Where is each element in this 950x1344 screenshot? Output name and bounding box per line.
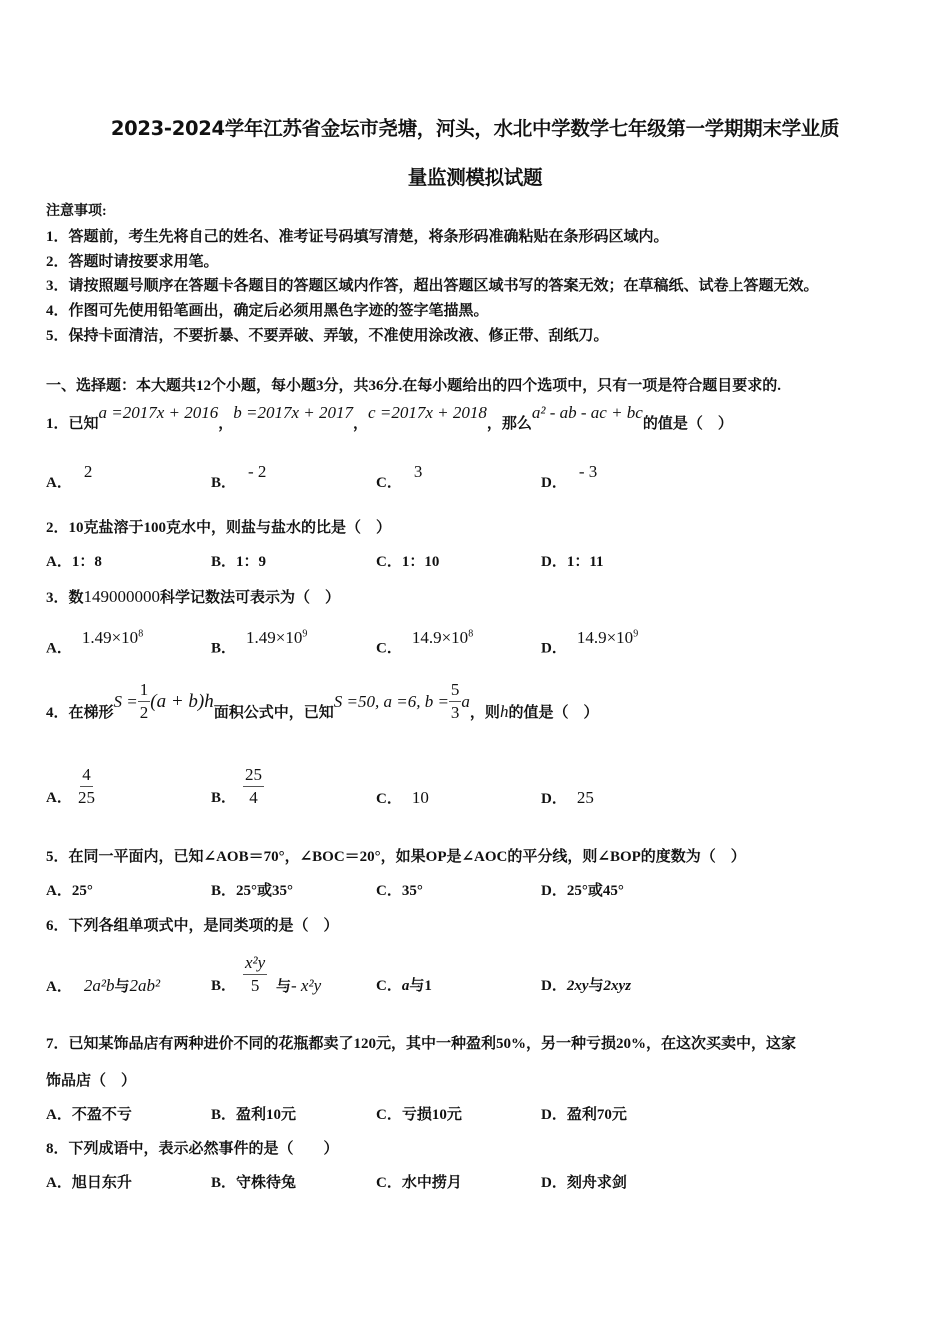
note-item: 4．作图可先使用铅笔画出，确定后必须用黑色字迹的签字笔描黑。 [46, 303, 489, 319]
question-4-stem [46, 680, 599, 737]
fraction-numerator: 5 [449, 679, 462, 702]
note-item: 3．请按照题号顺序在答题卡各题目的答题区域内作答，超出答题区域书写的答案无效；在草稿纸、试卷上答题无效。 [46, 278, 819, 294]
note-item: 1．答题前，考生先将自己的姓名、准考证号码填写清楚，将条形码准确粘贴在条形码区域内。 [46, 229, 669, 245]
q4-text: 的值是（ ） [508, 705, 599, 721]
option-label: B． [211, 554, 237, 570]
option-value: 1：10 [401, 554, 440, 570]
connector: 与 [114, 979, 130, 995]
option-label: D． [541, 640, 567, 657]
option-b[interactable] [211, 976, 236, 996]
option-label: A． [46, 554, 72, 570]
option-label: D． [541, 554, 567, 570]
fraction-denominator: 3 [450, 703, 460, 723]
option-a[interactable] [46, 881, 93, 901]
q1-text: 的值是（ ） [642, 416, 733, 432]
q1-sep: ， [218, 416, 234, 432]
formula: S = [113, 692, 138, 711]
monomial: 2a²b [83, 976, 115, 995]
option-label: B． [211, 640, 237, 657]
q1-sep: ， [353, 416, 369, 432]
exponent: 9 [302, 628, 308, 639]
q1-text: 1．已知 [46, 416, 99, 432]
option-value: 1：11 [566, 554, 604, 570]
option-d[interactable] [541, 462, 598, 493]
monomial: 1 [424, 978, 432, 994]
option-label: D． [541, 978, 567, 994]
option-b-rest [276, 976, 321, 997]
option-b[interactable] [211, 1105, 296, 1125]
number: 149000000 [83, 587, 161, 606]
question-7-stem-cont: 饰品店（ ） [46, 1073, 137, 1089]
option-value: 25 [576, 788, 594, 807]
option-label: A． [46, 1107, 72, 1123]
option-value: 守株待兔 [236, 1175, 297, 1191]
connector: 与 [276, 979, 292, 995]
option-b-fraction [243, 764, 264, 809]
option-value: 1.49×10 [81, 627, 139, 647]
option-label: C． [376, 475, 402, 491]
variable-h: h [499, 702, 509, 721]
option-b-fraction [243, 952, 267, 997]
option-value: 盈利10元 [236, 1107, 297, 1123]
option-a-fraction [78, 764, 95, 809]
option-d[interactable] [541, 627, 639, 659]
option-label: A． [46, 790, 72, 806]
option-value: 35° [401, 883, 423, 899]
option-d[interactable] [541, 976, 631, 996]
option-value: 25° [71, 883, 93, 899]
fraction-denominator: 5 [250, 976, 260, 995]
fraction-denominator: 2 [139, 703, 149, 723]
question-2-stem: 2．10克盐溶于100克水中，则盐与盐水的比是（ ） [46, 520, 392, 536]
exam-title-line-2: 量监测模拟试题 [407, 166, 543, 189]
option-label: A． [46, 883, 72, 899]
option-value: 25°或35° [236, 883, 294, 899]
fraction-numerator: x²y [243, 952, 267, 975]
option-c[interactable] [376, 552, 439, 572]
option-c[interactable] [376, 627, 474, 659]
option-value: 25°或45° [566, 883, 624, 899]
q4-text: 面积公式中，已知 [213, 705, 334, 721]
fraction-denominator: 4 [249, 788, 258, 807]
formula-expression: a² - ab - ac + bc [531, 403, 643, 422]
option-label: C． [376, 554, 402, 570]
option-label: A． [46, 979, 72, 995]
option-label: C． [376, 883, 402, 899]
option-b[interactable] [211, 1173, 296, 1193]
question-5-stem: 5．在同一平面内，已知∠AOB＝70°，∠BOC＝20°，如果OP是∠AOC的平分线，则∠BOP的度数为（ ） [46, 849, 746, 865]
option-value: 旭日东升 [71, 1175, 132, 1191]
option-value: 14.9×10 [576, 627, 634, 647]
option-value: - 2 [248, 462, 267, 481]
monomial: 2xyz [603, 978, 632, 994]
option-a[interactable] [46, 627, 144, 659]
option-label: C． [376, 1175, 402, 1191]
option-d[interactable] [541, 1173, 627, 1193]
option-label: C． [376, 1107, 402, 1123]
fraction-denominator: 25 [78, 788, 95, 807]
connector: 与 [409, 978, 425, 994]
formula: a [461, 692, 470, 711]
option-d[interactable] [541, 1105, 627, 1125]
question-7-stem: 7．已知某饰品店有两种进价不同的花瓶都卖了120元，其中一种盈利50%，另一种亏损20%，在这次买卖中，这家 [46, 1036, 797, 1052]
formula-a: a =2017x + 2016 [98, 403, 219, 422]
option-value: - 3 [578, 462, 598, 481]
option-label: A． [46, 1175, 72, 1191]
option-value: 10 [411, 788, 429, 807]
option-value: 不盈不亏 [71, 1107, 132, 1123]
note-item: 5．保持卡面清洁，不要折暴、不要弄破、弄皱，不准使用涂改液、修正带、刮纸刀。 [46, 328, 609, 344]
option-a[interactable] [46, 788, 72, 808]
fraction-numerator: 1 [138, 679, 151, 702]
formula-b: b =2017x + 2017 [233, 403, 354, 422]
option-value: 1：8 [71, 554, 102, 570]
monomial: a [401, 978, 410, 994]
option-d[interactable] [541, 552, 604, 572]
option-b[interactable] [211, 462, 267, 493]
option-c[interactable] [376, 881, 423, 901]
question-3-stem [46, 587, 340, 608]
option-value: 盈利70元 [566, 1107, 627, 1123]
note-item: 2．答题时请按要求用笔。 [46, 254, 219, 270]
option-a[interactable] [46, 552, 102, 572]
option-label: B． [211, 1107, 237, 1123]
option-label: D． [541, 883, 567, 899]
option-a[interactable] [46, 1173, 132, 1193]
option-b[interactable] [211, 881, 293, 901]
option-d[interactable] [541, 788, 594, 809]
q1-text: ，那么 [486, 416, 532, 432]
option-label: D． [541, 1175, 567, 1191]
q4-text: ，则 [469, 705, 500, 721]
formula: S =50, a =6, b = [333, 692, 449, 711]
question-1-stem [46, 403, 733, 434]
option-c[interactable] [376, 462, 423, 493]
option-label: B． [211, 475, 237, 491]
option-value: 刻舟求剑 [566, 1175, 627, 1191]
option-label: B． [211, 883, 237, 899]
q3-text: 科学记数法可表示为（ ） [160, 590, 341, 606]
fraction-numerator: 25 [243, 764, 264, 787]
option-label: D． [541, 475, 567, 491]
option-value: 1：9 [236, 554, 267, 570]
option-c[interactable] [376, 976, 432, 996]
option-label: A． [46, 640, 72, 657]
option-value: 14.9×10 [411, 627, 469, 647]
question-8-stem: 8．下列成语中，表示必然事件的是（ ） [46, 1141, 339, 1157]
exponent: 8 [138, 628, 144, 639]
monomial: 2ab² [129, 976, 161, 995]
option-c[interactable] [376, 1173, 462, 1193]
option-a[interactable] [46, 462, 93, 493]
option-label: C． [376, 791, 402, 807]
formula-c: c =2017x + 2018 [368, 403, 487, 422]
option-b[interactable] [211, 788, 236, 808]
option-label: B． [211, 790, 237, 806]
option-label: D． [541, 1107, 567, 1123]
option-c[interactable] [376, 788, 429, 809]
option-b[interactable] [211, 627, 308, 659]
option-label: B． [211, 1175, 237, 1191]
option-label: C． [376, 978, 402, 994]
option-value: 2 [83, 462, 93, 481]
option-value: 水中捞月 [401, 1175, 462, 1191]
option-label: A． [46, 475, 72, 491]
option-value: 亏损10元 [401, 1107, 462, 1123]
exponent: 8 [468, 628, 474, 639]
option-label: C． [376, 640, 402, 657]
section-heading: 一、选择题：本大题共12个小题，每小题3分，共36分.在每小题给出的四个选项中，只有一项是符合题目要求的. [46, 378, 782, 394]
exponent: 9 [633, 628, 639, 639]
option-value: 3 [413, 462, 423, 481]
option-a[interactable] [46, 976, 160, 997]
option-c[interactable] [376, 1105, 462, 1125]
option-value: 1.49×10 [246, 627, 303, 647]
q3-text: 3．数 [46, 590, 84, 606]
fraction-numerator: 4 [80, 764, 93, 787]
formula: (a + b)h [150, 691, 214, 712]
option-d[interactable] [541, 881, 624, 901]
exam-title-line-1: 2023-2024学年江苏省金坛市尧塘，河头，水北中学数学七年级第一学期期末学业质 [110, 117, 840, 140]
option-a[interactable] [46, 1105, 132, 1125]
option-label: B． [211, 978, 237, 994]
question-6-stem: 6．下列各组单项式中，是同类项的是（ ） [46, 918, 339, 934]
monomial: - x²y [291, 976, 322, 995]
q4-text: 4．在梯形 [46, 705, 114, 721]
option-label: D． [541, 791, 567, 807]
connector: 与 [588, 978, 604, 994]
monomial: 2xy [566, 978, 589, 994]
notes-heading: 注意事项: [46, 204, 107, 219]
option-b[interactable] [211, 552, 266, 572]
